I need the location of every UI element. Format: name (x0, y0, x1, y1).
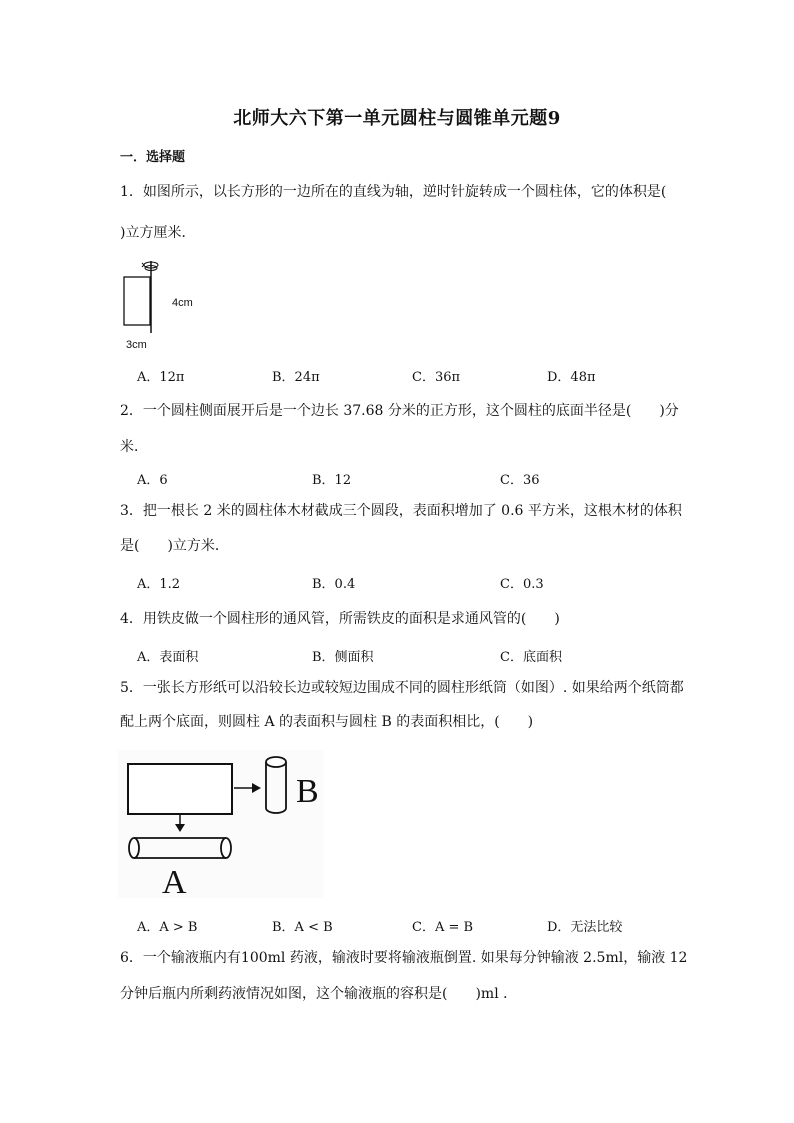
paper-rectangle (128, 764, 232, 814)
q3-option-c[interactable]: C．0.3 (500, 577, 544, 592)
width-label: 3cm (126, 339, 147, 351)
q5-option-a[interactable]: A．A > B (137, 920, 198, 935)
q4-option-b[interactable]: B．侧面积 (312, 650, 374, 665)
q4-line1: 4．用铁皮做一个圆柱形的通风管，所需铁皮的面积是求通风管的( ) (120, 611, 560, 627)
figure-rectangle (124, 277, 150, 325)
height-label: 4cm (172, 297, 193, 309)
q1-option-c[interactable]: C．36π (412, 370, 461, 385)
q3-option-b[interactable]: B．0.4 (312, 577, 356, 592)
q5-line2: 配上两个底面，则圆柱 A 的表面积与圆柱 B 的表面积相比，( ) (120, 714, 534, 730)
q2-option-b[interactable]: B．12 (312, 473, 352, 488)
cylinder-a-label: A (162, 864, 187, 901)
q5-cylinder-figure (118, 750, 328, 900)
q2-line2: 米． (120, 439, 148, 455)
q1-option-d[interactable]: D．48π (547, 370, 596, 385)
q2-option-a[interactable]: A．6 (137, 473, 168, 488)
q1-line2: )立方厘米． (120, 225, 196, 241)
q3-option-a[interactable]: A．1.2 (137, 577, 181, 592)
q2-line1: 2．一个圆柱侧面展开后是一个边长 37.68 分米的正方形，这个圆柱的底面半径是( )分 (120, 403, 679, 419)
q5-option-b[interactable]: B．A < B (272, 920, 333, 935)
cylinder-b-label: B (296, 773, 319, 810)
page-title: 北师大六下第一单元圆柱与圆锥单元题9 (233, 108, 561, 129)
q3-line2: 是( )立方米． (120, 538, 229, 554)
q4-option-a[interactable]: A．表面积 (137, 650, 199, 665)
q5-option-c[interactable]: C．A = B (412, 920, 474, 935)
q1-line1: 1．如图所示，以长方形的一边所在的直线为轴，逆时针旋转成一个圆柱体，它的体积是( (120, 184, 667, 200)
q1-option-a[interactable]: A．12π (137, 370, 185, 385)
section-heading: 一．选择题 (120, 150, 186, 165)
q2-option-c[interactable]: C．36 (500, 473, 540, 488)
q6-line1: 6．一个输液瓶内有100ml 药液，输液时要将输液瓶倒置. 如果每分钟输液 2.5ml，输液 12 (120, 950, 688, 966)
q3-line1: 3．把一根长 2 米的圆柱体木材截成三个圆段，表面积增加了 0.6 平方米，这根木材的体积 (120, 503, 682, 519)
q5-option-d[interactable]: D．无法比较 (547, 920, 623, 935)
q5-line1: 5．一张长方形纸可以沿较长边或较短边围成不同的圆柱形纸筒（如图）. 如果给两个纸筒都 (120, 680, 684, 696)
q6-line2: 分钟后瓶内所剩药液情况如图，这个输液瓶的容积是( )ml ． (120, 986, 518, 1002)
q1-option-b[interactable]: B．24π (272, 370, 320, 385)
q4-option-c[interactable]: C．底面积 (500, 650, 562, 665)
